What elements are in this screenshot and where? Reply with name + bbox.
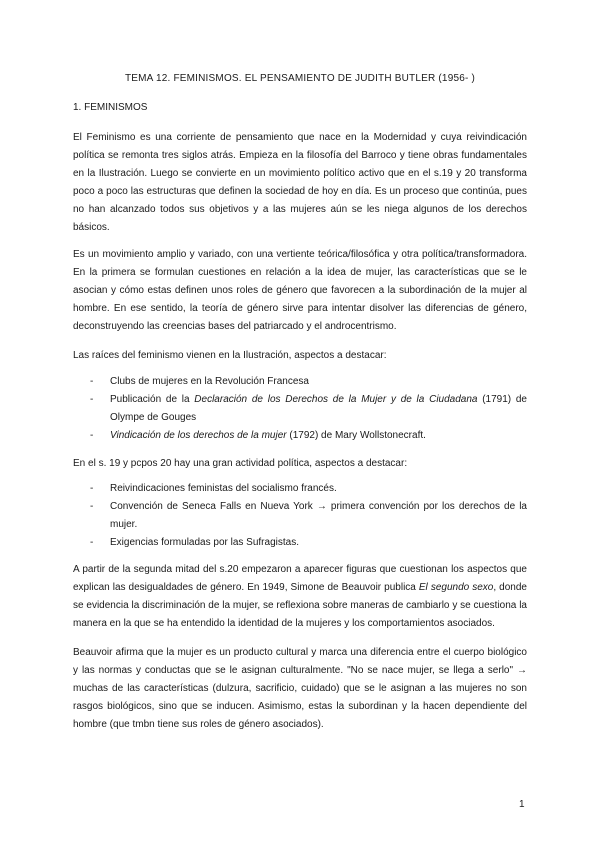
list-item-text: Publicación de la xyxy=(110,394,195,405)
paragraph-text: , donde se evidencia la discriminación de la mujer, se reflexiona sobre maneras de cambiarlo y se cuestiona la manera en la que se ha entendido la identidad de la mujeres y los comportamientos asociados. xyxy=(73,582,527,629)
bullet-dash: - xyxy=(90,537,94,548)
list-item xyxy=(73,498,527,534)
list-item xyxy=(73,391,527,427)
enlightenment-list xyxy=(73,373,527,445)
bullet-dash: - xyxy=(90,430,94,441)
bullet-dash: - xyxy=(90,394,94,405)
list-item-text: Clubs de mujeres en la Revolución Francesa xyxy=(110,376,309,387)
bullet-dash: - xyxy=(90,483,94,494)
bullet-dash: - xyxy=(90,501,94,512)
list-item-text: (1792) de Mary Wollstonecraft. xyxy=(286,430,426,441)
bullet-dash: - xyxy=(90,376,94,387)
list-item-text: Exigencias formuladas por las Sufragistas. xyxy=(110,537,299,548)
section-heading: 1. FEMINISMOS xyxy=(73,102,148,113)
book-title: Declaración de los Derechos de la Mujer y de la Ciudadana xyxy=(194,394,478,405)
book-title: Vindicación de los derechos de la mujer xyxy=(110,430,287,441)
paragraph-4: En el s. 19 y pcpos 20 hay una gran actividad política, aspectos a destacar: xyxy=(73,458,408,469)
list-item xyxy=(73,427,527,445)
paragraph-2: Es un movimiento amplio y variado, con una vertiente teórica/filosófica y otra política/transformadora. En la primera se formulan cuestiones en relación a la idea de mujer, las características que se le asocian y cómo estas definen unos roles de género que favorecen a la subordinación de la mujer al hombre. En ese sentido, la teoría de género sirve para intentar disolver las diferencias de género, deconstruyendo las creencias bases del patriarcado y el androcentrismo. xyxy=(73,249,527,332)
paragraph-3: Las raíces del feminismo vienen en la Ilustración, aspectos a destacar: xyxy=(73,350,387,361)
list-item-text: Convención de Seneca Falls en Nueva York → primera convención por los derechos de la mujer. xyxy=(110,501,527,530)
list-item-text: Reivindicaciones feministas del socialismo francés. xyxy=(110,483,337,494)
document-title: TEMA 12. FEMINISMOS. EL PENSAMIENTO DE JUDITH BUTLER (1956- ) xyxy=(124,73,476,84)
political-activity-list xyxy=(73,480,527,552)
list-item xyxy=(73,534,527,552)
paragraph-6: Beauvoir afirma que la mujer es un producto cultural y marca una diferencia entre el cuerpo biológico y las normas y conductas que se le asignan culturalmente. "No se nace mujer, se llega a serlo" → muchas de las características (dulzura, sacrificio, cuidado) que se le asignan a las mujeres no son rasgos biológicos, sino que se inducen. Asimismo, estas la subordinan y la hacen dependiente del hombre (que tmbn tiene sus roles de género asociados). xyxy=(73,647,527,730)
book-title: El segundo sexo xyxy=(418,582,494,593)
page-number: 1 xyxy=(519,799,525,810)
paragraph-5 xyxy=(73,561,527,633)
paragraph-1: El Feminismo es una corriente de pensamiento que nace en la Modernidad y cuya reivindicación política se remonta tres siglos atrás. Empieza en la filosofía del Barroco y tiene obras fundamentales en la Ilustración. Luego se convierte en un movimiento político activo que en el s.19 y 20 transforma poco a poco las estructuras que definen la sociedad de hoy en día. Es un proceso que continúa, pues no han alcanzado todos sus objetivos y a las mujeres aún se les niega algunos de los derechos básicos. xyxy=(73,132,527,233)
list-item xyxy=(73,480,527,498)
paragraph-text: A partir de la segunda mitad del s.20 empezaron a aparecer figuras que cuestionan los aspectos que explican las desigualdades de género. En 1949, Simone de Beauvoir publica xyxy=(73,564,527,593)
list-item-text: (1791) de Olympe de Gouges xyxy=(110,394,527,423)
list-item xyxy=(73,373,527,391)
